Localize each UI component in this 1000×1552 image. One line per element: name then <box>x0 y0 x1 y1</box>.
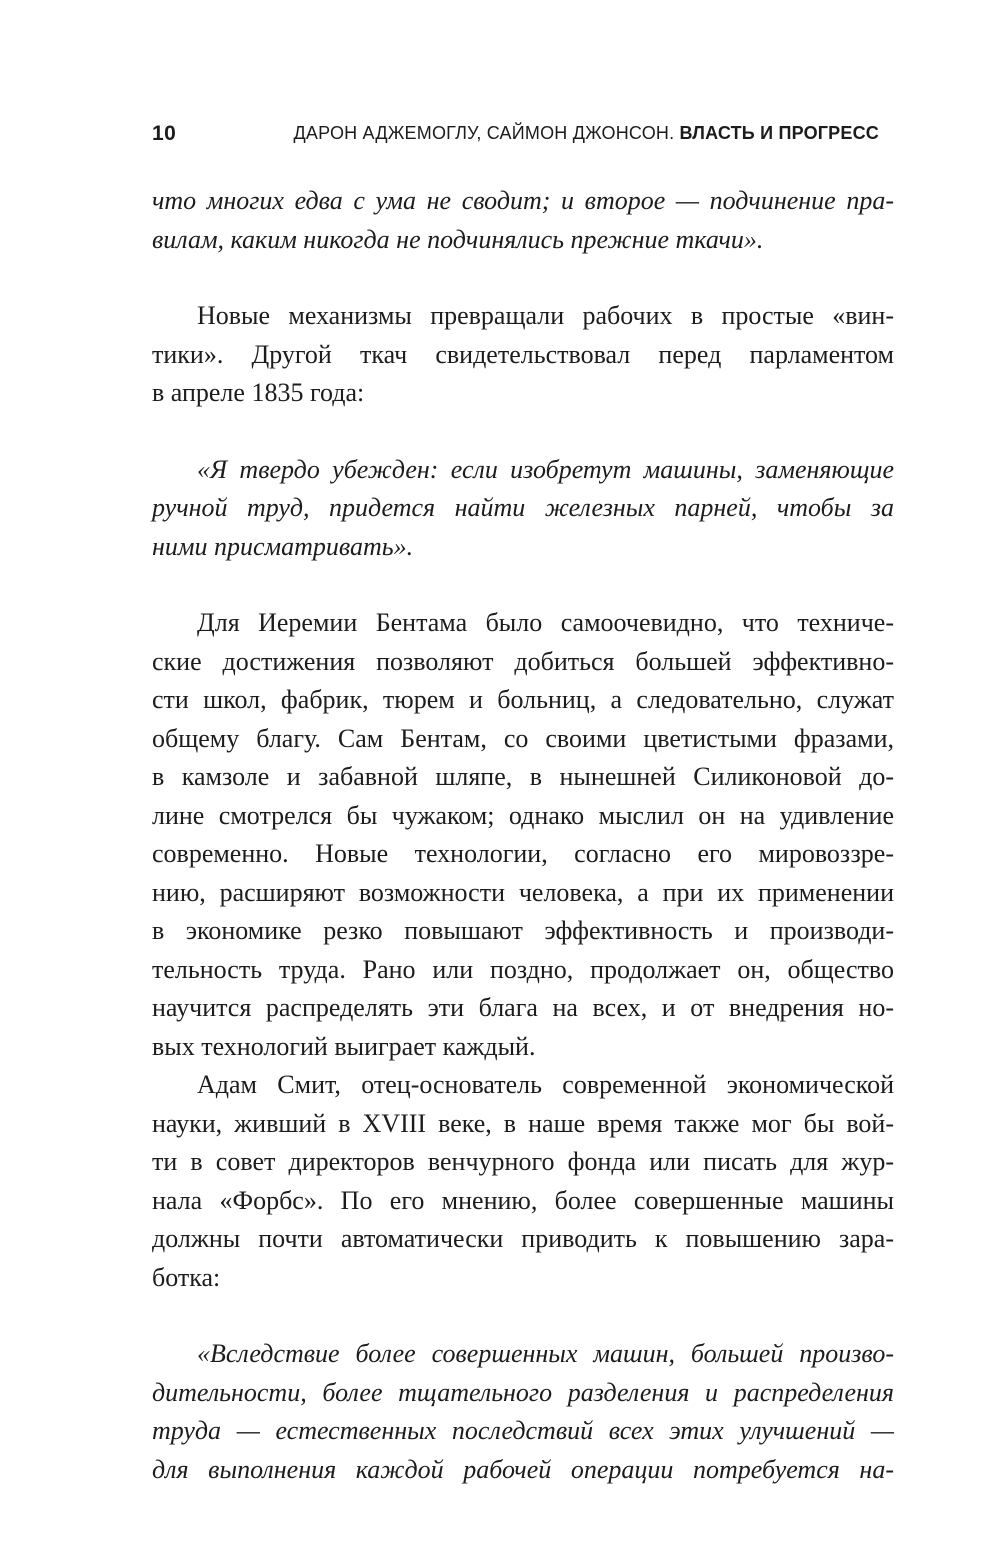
quote-weaver-testimony <box>152 451 894 567</box>
text-line: вых технологий выиграет каждый. <box>152 1031 536 1061</box>
text-line: Для Иеремии Бентама было самоочевидно, что техниче- <box>197 608 894 637</box>
text-line: современно. Новые технологии, согласно его мировоззре- <box>152 839 894 868</box>
quote-adam-smith <box>152 1335 894 1489</box>
text-line: ские достижения позволяют добиться большей эффективно- <box>152 646 894 676</box>
text-line: в экономике резко повышают эффективность и производи- <box>152 916 894 945</box>
text-line: лине смотрелся бы чужаком; однако мыслил он на удивление <box>152 800 894 830</box>
text-line: дительности, более тщательного разделения и распределения <box>152 1377 894 1407</box>
running-head <box>294 123 879 144</box>
text-line: должны почти автоматически приводить к повышению зара- <box>152 1224 894 1253</box>
text-line: «Я твердо убежден: если изобретут машины, заменяющие <box>197 454 894 484</box>
text-line: труда — естественных последствий всех этих улучшений — <box>152 1416 894 1445</box>
text-line: в камзоле и забавной шляпе, в нынешней Силиконовой до- <box>152 762 894 791</box>
text-line: науки, живший в XVIII веке, в наше время также мог бы вой- <box>152 1108 894 1138</box>
text-line: сти школ, фабрик, тюрем и больниц, а следовательно, служат <box>152 685 894 714</box>
text-line: общему благу. Сам Бентам, со своими цветистыми фразами, <box>152 723 894 753</box>
page-body <box>152 182 894 1489</box>
text-line: Адам Смит, отец-основатель современной экономической <box>197 1070 894 1099</box>
text-line: «Вследствие более совершенных машин, большей произво- <box>197 1339 894 1368</box>
text-line: ними присматривать». <box>152 531 414 561</box>
text-line: в апреле 1835 года: <box>152 378 365 407</box>
paragraph-adam-smith <box>152 1066 894 1297</box>
text-line: тики». Другой ткач свидетельствовал перед парламентом <box>152 339 894 369</box>
text-line: ти в совет директоров венчурного фонда или писать для жур- <box>152 1147 894 1176</box>
text-line: тельность труда. Рано или поздно, продолжает он, общество <box>152 954 894 984</box>
quote-continuation <box>152 182 894 259</box>
text-line: научится распределять эти блага на всех, и от внедрения но- <box>152 993 894 1022</box>
text-line: Новые механизмы превращали рабочих в простые «вин- <box>197 301 894 330</box>
page-number: 10 <box>152 122 177 145</box>
running-head-authors: ДАРОН АДЖЕМОГЛУ, САЙМОН ДЖОНСОН. <box>293 123 675 143</box>
paragraph-new-mechanisms <box>152 297 894 413</box>
text-line: для выполнения каждой рабочей операции потребуется на- <box>152 1454 894 1484</box>
text-line: нала «Форбс». По его мнению, более совершенные машины <box>152 1185 894 1215</box>
paragraph-bentham <box>152 604 894 1066</box>
text-line: нию, расширяют возможности человека, а при их применении <box>152 877 894 907</box>
text-line: что многих едва с ума не сводит; и второе — подчинение пра- <box>152 186 894 215</box>
text-line: ручной труд, придется найти железных парней, чтобы за <box>152 493 894 522</box>
page-header <box>152 122 879 150</box>
text-line: вилам, каким никогда не подчинялись прежние ткачи». <box>152 224 764 254</box>
text-line: ботка: <box>152 1262 221 1292</box>
running-head-book-title: ВЛАСТЬ И ПРОГРЕСС <box>679 123 879 143</box>
